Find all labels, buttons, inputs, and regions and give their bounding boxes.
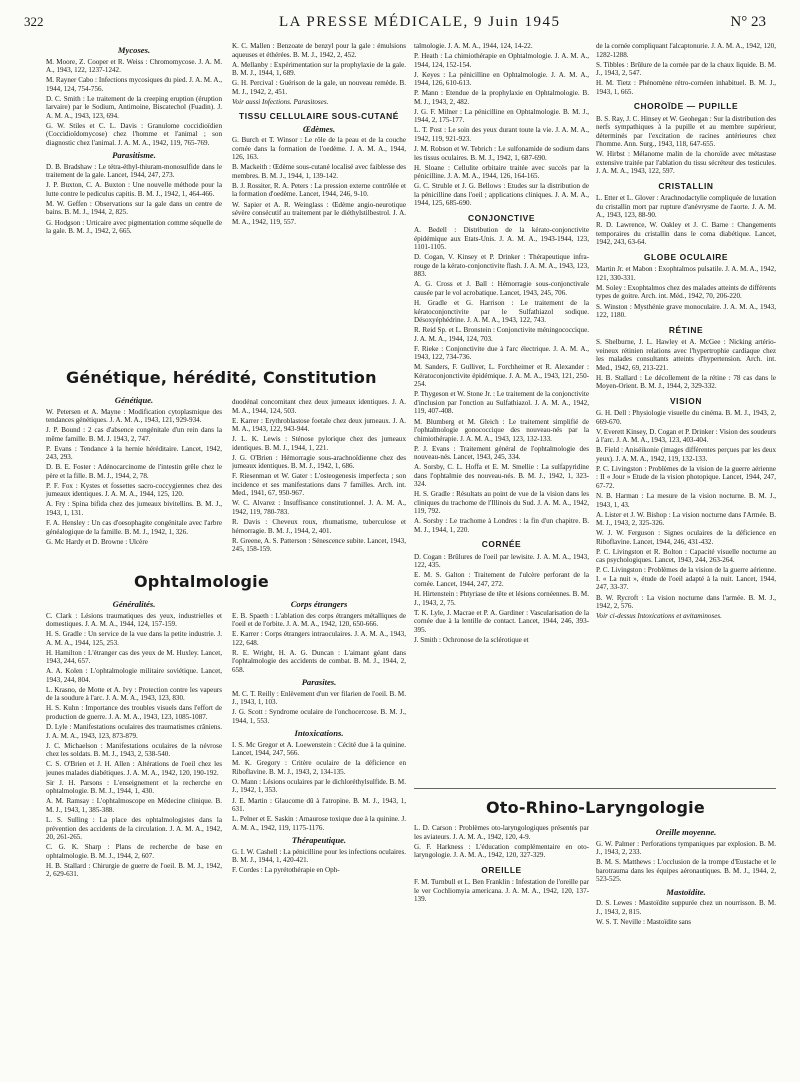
reference-entry: D. Cogan : Brûlures de l'oeil par lewisite. J. A. M. A., 1943, 122, 435. [414,552,589,570]
reference-entry: E. B. Spaeth : L'ablation des corps étrangers métalliques de l'oeil et de l'orbite. J. A. M. A., 1942, 120, 650-666. [232,611,406,628]
reference-entry: P. C. Livingston : Problèmes de la vision de la guerre aérienne. I. « La nuit », étude de l'oeil adapté à la nuit. Lancet, 1944, 247, 33-37. [596,566,776,592]
subheading-parasites: Parasites. [301,677,337,688]
see-also: Voir ci-dessus Intoxications et avitaminoses. [596,612,722,621]
ref-list [232,42,406,96]
reference-entry: P. Thygeson et W. Stone Jr. : Le traitement de la conjonctivite d'inclusion par l'onction au Sulfathiazol. J. A. M. A., 1942, 119, 407-408. [414,390,589,416]
reference-entry: E. M. S. Galton : Traitement de l'ulcère perforant de la cornée. Lancet, 1944, 247, 272. [414,571,589,588]
reference-entry: C. Clark : Lésions traumatiques des yeux, industrielles et domestiques. J. A. M. A., 1944, 124, 157-159. [46,611,222,628]
reference-entry: H. S. Kuhn : Importance des troubles visuels dans l'effort de production de guerre. J. A. M. A., 1943, 123, 1085-1087. [46,704,222,721]
section-vision: VISION [670,395,702,406]
genetics-column-1 [46,392,222,560]
reference-entry: R. Reid Sp. et L. Bronstein : Conjonctivite méningococcique. J. A. M. A., 1944, 124, 703. [414,326,589,343]
section-cristallin: CRISTALLIN [658,180,714,191]
ref-list [596,115,776,176]
reference-entry: A. Bedell : Distribution de la kérato-conjonctivite épidémique aux Etats-Unis. J. A. M. A., 1943-1944, 123, 1101-1105. [414,226,589,252]
subheading-therapeutique: Thérapeutique. [291,835,347,846]
ref-list [46,408,222,547]
reference-entry: M. Blumberg et M. Gleich : Le traitement simplifié de l'ophtalmologie gonococcique des nouveau-nés par la chimiothérapie. J. A. M. A., 1943, 123, 132-133. [414,417,589,443]
reference-entry: F. M. Turnbull et L. Ben Franklin : Infestation de l'oreille par le ver Cochliomyia americana. J. A. M. A., 1942, 120, 137-139. [414,878,589,904]
reference-entry: A. A. Kolen : L'ophtalmologie militaire soviétique. Lancet, 1943, 244, 804. [46,667,222,684]
ref-list [596,265,776,319]
ref-list [46,612,222,879]
reference-entry: A. M. Ramsay : L'ophtalmoscope en Médecine clinique. B. M. J., 1943, 1, 385-388. [46,797,222,814]
reference-entry: B. J. Rossiter, R. A. Peters : La pression externe contrôlée et la formation d'oedème. Lancet, 1944, 246, 9-10. [232,181,406,199]
reference-entry: S. Tibbles : Brûlure de la cornée par de la chaux liquide. B. M. J., 1943, 2, 547. [596,60,776,78]
reference-entry: G. Burch et T. Winsor : Le rôle de la peau et de la couche cornée dans la formation de l'oedème. J. A. M. A., 1944, 126, 163. [232,136,406,162]
reference-entry: F. A. Hensley : Un cas d'oesophagite congénitale avec l'arbre généalogique de la famille. B. M. J., 1942, 1, 326. [46,519,222,536]
reference-entry: J. P. Buxton, C. A. Buxton : Une nouvelle méthode pour la lutte contre le pediculus capitis. B. M. J., 1942, 1, 464-466. [46,181,222,198]
reference-entry: P. Evans : Tendance à la hernie héréditaire. Lancet, 1942, 243, 293. [46,444,222,462]
reference-entry: B. W. Rycroft : La vision nocturne dans l'armée. B. M. J., 1942, 2, 576. [596,593,776,610]
reference-entry: H. Gradle et G. Harrison : Le traitement de la kératoconjonctivite par le Sulfathiazol sodique. Désoxyéphédrine. J. A. M. A., 1943, 122, 743. [414,299,589,325]
ref-list [414,824,589,860]
reference-entry: F. Riesenman et W. Gater : L'osteogenesis imperfecta ; son incidence et ses manifestations dans 7 familles. Arch. int. Med., 1941, 67, 950-967. [232,472,406,498]
reference-entry: duodénal concomitant chez deux jumeaux identiques. J. A. M. A., 1944, 124, 503. [232,398,406,415]
section-tissu-cellulaire: TISSU CELLULAIRE SOUS-CUTANÉ [239,111,399,122]
subheading-genetique: Génétique. [114,395,154,405]
ref-list [596,899,776,926]
reference-entry: J. L. K. Lewis : Sténose pylorique chez des jumeaux identiques. B. M. J., 1944, 1, 221. [232,435,406,452]
reference-entry: L. S. Sulling : La place des ophtalmologistes dans la prévention des accidents de la circulation. J. A. M. A., 1942, 20, 261-265. [46,816,222,842]
reference-entry: H. Hirtenstein : Phtyriase de tête et lésions cornéennes. B. M. J., 1943, 2, 75. [414,590,589,607]
reference-entry: P. C. Livingston et R. Bolton : Capacité visuelle nocturne au cas psychologiques. Lancet, 1943, 244, 263-264. [596,547,776,565]
ref-list [596,840,776,884]
reference-entry: L. T. Post : Le soin des yeux durant toute la vie. J. A. M. A., 1942, 119, 921-923. [414,126,589,143]
section-globe: GLOBE OCULAIRE [643,251,729,262]
column-4 [596,42,776,782]
ref-list [232,136,406,226]
reference-entry: G. H. Dell : Physiologie visuelle du cinéma. B. M. J., 1943, 2, 669-670. [596,409,776,426]
reference-entry: A. Lister et J. W. Bishop : La vision nocturne dans l'Armée. B. M. J., 1943, 2, 325-326. [596,510,776,528]
subheading-parasitisme: Parasitisme. [112,150,156,161]
reference-entry: T. K. Lyle, J. Macrae et P. A. Gardiner : Vascularisation de la cornée due à la lentille de contact. Lancet, 1944, 246, 393-395. [414,608,589,634]
reference-entry: O. Mann : Lésions oculaires par le dichloréthylsulfide. B. M. J., 1942, 1, 353. [232,777,406,795]
page-number: 322 [24,14,44,29]
reference-entry: S. Shelburne, J. L. Hawley et A. McGee : Nicking artério-veineux rétinien relations avec l'hypertrophie cardiaque chez les malades consultants atteints d'hypertension. Arch. int. Med., 1942, 69, 213-221. [596,338,776,372]
reference-entry: J. Smith : Ochronose de la sclérotique et [414,635,529,644]
ref-list [46,58,222,148]
subheading-intoxications: Intoxications. [294,728,344,739]
reference-entry: B. S. Ray, J. C. Hinsey et W. Geohegan : Sur la distribution des nerfs sympathiques à la pupille et au membre supérieur, déterminés par l'excitation de racines antérieures chez l'homme. Ann. Surg., 1943, 118, 647-655. [596,114,776,149]
reference-entry: E. Karrer : Erythroblastose foetale chez deux jumeaux. J. A. M. A., 1943, 122, 943-944. [232,416,406,434]
reference-entry: B. Field : Aniséikonie (images différentes perçues par les deux yeux). J. A. M. A., 1942, 119, 132-133. [596,446,776,463]
reference-entry: H. B. Stallard : Le décollement de la rétine : 78 cas dans le Moyen-Orient. B. M. J., 1944, 2, 329-332. [596,373,776,391]
reference-entry: G. H. Percival : Guérison de la gale, un nouveau remède. B. M. J., 1942, 2, 451. [232,79,406,96]
ref-list [596,338,776,391]
ref-list [232,612,406,675]
ophtalmo-column-2 [232,596,406,1076]
reference-entry: L. Krasno, de Motte et A. Ivy : Protection contre les vapeurs de la soudure à l'arc. J. A. M. A., 1943, 123, 830. [46,685,222,703]
reference-entry: F. Cordes : La pyrétothérapie en Oph- [232,866,340,875]
reference-entry: G. C. Struble et J. G. Bellows : Etudes sur la distribution de la pénicilline dans l'oeil ; applications cliniques. J. A. M. A., 1944, 125, 685-690. [414,182,589,208]
reference-entry: M. Sanders, F. Gulliver, L. Forchheimer et R. Alexander : Kératoconjonctivite épidémique. J. A. M. A., 1943, 121, 250-254. [414,363,589,389]
column-2-top [232,42,406,360]
reference-entry: D. B. E. Foster : Adénocarcinome de l'intestin grêle chez le père et la fille. B. M. J., 1944, 2, 78. [46,463,222,480]
reference-entry: de la cornée compliquant l'alcaptonurie. J. A. M. A., 1942, 120, 1282-1288. [596,42,776,59]
reference-entry: A. Mellanby : Expérimentation sur la prophylaxie de la gale. B. M. J., 1944, 1, 689. [232,60,406,78]
ref-list [232,848,406,875]
reference-entry: G. I. W. Cashell : La pénicilline pour les infections oculaires. B. M. J., 1944, 1, 420-421. [232,847,406,865]
reference-entry: D. Cogan, V. Kinsey et P. Drinker : Thérapeutique infra-rouge de la kérato-conjonctivite flash. J. A. M. A., 1943, 123, 883. [414,253,589,279]
ref-list [232,741,406,832]
section-title-orl: Oto-Rhino-Laryngologie [486,798,705,817]
reference-entry: G. W. Stiles et C. L. Davis : Granulome coccidioïdien (Coccidioïdomycose) chez l'homme et l'animal ; son diagnostic chez l'animal. J. A. M. A., 1942, 119, 765-769. [46,121,222,147]
reference-entry: J. P. Bound : 2 cas d'absence congénitale d'un rein dans la même famille. B. M. J. 1943, 2, 747. [46,426,222,443]
reference-entry: M. Soley : Exophtalmos chez des malades atteints de différents types de goitre. Arch. int. Méd., 1942, 70, 206-220. [596,283,776,301]
section-retine: RÉTINE [668,324,704,335]
reference-entry: K. C. Mallen : Benzoate de benzyl pour la gale : émulsions aqueuses et éthérées. B. M. J., 1942, 2, 452. [232,42,406,59]
reference-entry: E. Karrer : Corps étrangers intraoculaires. J. A. M. A., 1943, 122, 648. [232,630,406,647]
reference-entry: D. B. Bradshaw : Le tétra-éthyl-thiuram-monosulfide dans le traitement de la gale. Lancet, 1944, 247, 273. [46,162,222,180]
reference-entry: M. Rayner Cabo : Infections mycosiques du pied. J. A. M. A., 1944, 124, 754-756. [46,76,222,93]
reference-entry: J. M. Robson et W. Tebrich : Le sulfonamide de sodium dans les tissus oculaires. B. M. J., 1942, 1, 687-690. [414,145,589,162]
ref-list [596,42,776,96]
reference-entry: B. Mackeith : Œdème sous-cutané localisé avec faiblesse des membres. B. M. J., 1944, 1, 139-142. [232,163,406,180]
ref-list [596,409,776,610]
subheading-oreille-moyenne: Oreille moyenne. [655,827,717,837]
reference-entry: J. E. Martin : Glaucome dû à l'atropine. B. M. J., 1943, 1, 631. [232,796,406,814]
ref-list [596,194,776,247]
reference-entry: W. S. T. Neville : Mastoïdite sans [596,917,692,926]
reference-entry: W. Petersen et A. Mayne : Modification cytoplasmique des tendances génétiques. J. A. M. A., 1943, 121, 929-934. [46,407,222,424]
reference-entry: C. G. K. Sharp : Plans de recherche de base en ophtalmologie. B. M. J., 1944, 2, 607. [46,843,222,860]
reference-entry: G. Hodgson : Urticaire avec pigmentation comme séquelle de la gale. B. M. J., 1942, 2, 665. [46,218,222,236]
reference-entry: H. Hamilton : L'étranger cas des yeux de M. Huxley. Lancet, 1943, 244, 657. [46,648,222,666]
reference-entry: J. G. F. Milner : La pénicilline en Ophtalmologie. B. M. J., 1944, 2, 175-177. [414,107,589,125]
section-oreille: OREILLE [481,864,522,875]
reference-entry: A. Fry : Spina bifida chez des jumeaux bivitellins. B. M. J., 1943, 1, 131. [46,500,222,517]
reference-entry: P. F. Fox : Kystes et fossettes sacro-coccygiennes chez des jumeaux identiques. J. A. M. A., 1944, 125, 120. [46,481,222,499]
reference-entry: M. Moore, Z. Cooper et R. Weiss : Chromomycose. J. A. M. A., 1943, 122, 1237-1242. [46,57,222,74]
ref-list [414,553,589,644]
reference-entry: H. Sloane : Cellulite orbitaire traitée avec succès par la pénicilline. J. A. M. A., 1944, 126, 164-165. [414,163,589,181]
section-title-ophtalmologie: Ophtalmologie [134,572,269,591]
reference-entry: W. Hirbst : Mélanome malin de la choroïde avec métastase extensive traitée par l'ablation du tissu sécréteur des testicules. J. A. M. A., 1943, 122, 597. [596,150,776,176]
reference-entry: M. C. T. Reilly : Enlèvement d'un ver filarien de l'oeil. B. M. J., 1943, 1, 103. [232,689,406,707]
reference-entry: S. Winston : Mysthénie grave monoculaire. J. A. M. A., 1943, 122, 1180. [596,302,776,320]
subheading-mastoidite: Mastoïdite. [666,886,706,897]
column-1-top [46,42,222,360]
reference-entry: P. Mann : Etendue de la prophylaxie en Ophtalmologie. B. M. J., 1943, 2, 482. [414,89,589,106]
reference-entry: M. W. Geffen : Observations sur la gale dans un centre de bains. B. M. J., 1944, 2, 825. [46,199,222,217]
reference-entry: H. B. Stallard : Chirurgie de guerre de l'oeil. B. M. J., 1942, 2, 629-631. [46,861,222,879]
ref-list [232,398,406,554]
reference-entry: W. C. Alvarez : Insuffisance constitutionnel. J. A. M. A., 1942, 119, 780-783. [232,499,406,516]
reference-entry: Sir J. H. Parsons : L'enseignement et la recherche en ophtalmologie. B. M. J., 1944, 1, 430. [46,778,222,796]
reference-entry: A. G. Cross et J. Ball : Hémorragie sous-conjonctivale causée par le vol acrobatique. Lancet, 1943, 245, 706. [414,280,589,297]
reference-entry: W. Sapier et A. R. Weinglass : Œdème angio-neurotique sévère consécutif au traitement par le diéthylstilbestrol. J. A. M. A., 1942, 119, 557. [232,200,406,226]
reference-entry: D. S. Lewes : Mastoïdite suppurée chez un nourrisson. B. M. J., 1943, 2, 815. [596,899,776,916]
issue-number: N° 23 [730,14,766,30]
reference-entry: L. D. Carson : Problèmes oto-laryngologiques présentés par les aviateurs. J. A. M. A., 1942, 120, 4-9. [414,824,589,841]
reference-entry: B. M. S. Matthews : L'occlusion de la trompe d'Eustache et le barotrauma dans les équipes aéronautiques. B. M. J., 1944, 2, 523-525. [596,858,776,884]
reference-entry: R. D. Lawrence, W. Oakley et J. C. Barne : Changements temporaires du cristallin dans le coma diabétique. Lancet, 1942, 243, 63-64. [596,221,776,247]
ophtalmo-column-1 [46,596,222,1076]
reference-entry: L. Etter et L. Glover : Arachnodactylie compliquée de luxation du cristallin mort par rupture d'anévrysme de l'aorte. J. A. M. A., 1943, 123, 88-90. [596,194,776,220]
subheading-corps-etrangers: Corps étrangers [290,599,348,609]
reference-entry: J. G. Scott : Syndrome oculaire de l'onchocercose. B. M. J., 1944, 1, 553. [232,708,406,725]
section-title-genetique: Génétique, hérédité, Constitution [66,368,377,387]
reference-entry: V. Everett Kinsey, D. Cogan et P. Drinker : Vision des soudeurs à l'arc. J. A. M. A., 1943, 123, 403-404. [596,427,776,445]
reference-entry: J. Keyes : La pénicilline en Ophtalmologie. J. A. M. A., 1944, 126, 610-613. [414,70,589,88]
reference-entry: F. Rieke : Conjonctivite due à l'arc électrique. J. A. M. A., 1943, 122, 734-736. [414,344,589,362]
reference-entry: D. Lyle : Manifestations oculaires des traumatismes crâniens. J. A. M. A., 1943, 123, 873-879. [46,723,222,740]
reference-entry: D. C. Smith : Le traitement de la creeping eruption (éruption larvaire) par le Sodium, Antimoine, Biscatechol (Fuadin). J. A. M. A., 1943, 123, 694. [46,94,222,120]
reference-entry: P. Heath : La chimiothérapie en Ophtalmologie. J. A. M. A., 1944, 124, 152-154. [414,52,589,69]
section-conjonctive: CONJONCTIVE [467,212,536,223]
orl-column-2 [596,824,776,1074]
reference-entry: R. E. Wright, H. A. G. Duncan : L'aimant géant dans l'ophtalmologie des accidents de combat. B. M. J., 1944, 2, 658. [232,648,406,674]
reference-entry: W. J. W. Ferguson : Signes oculaires de la déficience en Riboflavine. Lancet, 1944, 246, 431-432. [596,529,776,546]
section-divider [414,788,776,789]
reference-entry: N. B. Harman : La mesure de la vision nocturne. B. M. J., 1943, 1, 43. [596,492,776,509]
journal-title: LA PRESSE MÉDICALE, 9 Juin 1945 [279,14,561,30]
reference-entry: P. C. Livingston : Problèmes de la vision de la guerre aérienne : II « Jour » Etude de la vision photopique. Lancet, 1944, 247, 67-72. [596,464,776,490]
reference-entry: talmologie. J. A. M. A., 1944, 124, 14-22. [414,42,533,50]
reference-entry: H. S. Gradle : Un service de la vue dans la petite industrie. J. A. M. A., 1944, 125, 253. [46,630,222,647]
reference-entry: J. G. O'Brien : Hémorragie sous-arachnoïdienne chez des jumeaux identiques. B. M. J., 1942, 1, 686. [232,453,406,471]
ref-list [232,690,406,726]
ref-list [414,42,589,208]
reference-entry: L. Pelner et E. Saskin : Amaurose toxique due à la quinine. J. A. M. A., 1942, 119, 1175-1176. [232,815,406,832]
reference-entry: P. J. Evans : Traitement général de l'ophtalmologie des nouveau-nés. Lancet, 1943, 245, 334. [414,444,589,462]
reference-entry: R. Greene, A. S. Patterson : Sénescence subite. Lancet, 1943, 245, 158-159. [232,536,406,554]
ref-list [414,878,589,904]
ref-list [46,163,222,236]
reference-entry: Martin Jr. et Mabon : Exophtalmos pulsatile. J. A. M. A., 1942, 121, 330-331. [596,265,776,282]
reference-entry: G. F. Harkness : L'éducation complémentaire en oto-laryngologie. J. A. M. A., 1942, 120, 327-329. [414,842,589,860]
reference-entry: J. C. Michaelson : Manifestations oculaires de la névrose chez les soldats. B. M. J., 1943, 2, 538-540. [46,741,222,759]
genetics-column-2 [232,398,406,560]
reference-entry: C. S. O'Brien et J. H. Allen : Altérations de l'oeil chez les jeunes malades diabétiques. J. A. M. A., 1942, 120, 190-192. [46,760,222,777]
reference-entry: H. S. Gradle : Résultats au point de vue de la vision dans les cliniques du trachome de l'Illinois du Sud. J. A. M. A., 1942, 119, 792. [414,490,589,516]
subheading-generalites: Généralités. [112,599,156,609]
reference-entry: G. Mc Hardy et D. Browne : Ulcère [46,537,148,546]
reference-entry: I. S. Mc Gregor et A. Loewenstein : Cécité due à la quinine. Lancet, 1944, 247, 566. [232,740,406,758]
subheading-mycoses: Mycoses. [117,45,151,55]
reference-entry: H. M. Tietz : Phénomène rétro-cornéen inhabituel. B. M. J., 1943, 1, 665. [596,79,776,96]
reference-entry: M. K. Gregory : Critère oculaire de la déficience en Riboflavine. B. M. J., 1943, 2, 134-135. [232,759,406,776]
section-cornee: CORNÉE [481,539,522,550]
subheading-oedemes: Œdèmes. [302,123,336,134]
page-header [24,14,766,36]
orl-column-1 [414,824,589,1074]
reference-entry: A. Sorsby, C. L. Hoffa et E. M. Smellie : La sulfapyridine dans l'ophtalmie des nouveau-nés. B. M. J., 1942, 1, 323-324. [414,463,589,489]
reference-entry: A. Sorsby : Le trachome à Londres : la fin d'un chapitre. B. M. J., 1944, 1, 220. [414,517,589,534]
reference-entry: R. Davis : Cheveux roux, rhumatisme, tuberculose et hémorragie. B. M. J., 1944, 2, 401. [232,518,406,535]
section-choroide: CHOROÏDE — PUPILLE [633,101,739,112]
ref-list [414,226,589,534]
see-also: Voir aussi Infections. Parasitoses. [232,97,329,106]
reference-entry: G. W. Palmer : Perforations tympaniques par explosion. B. M. J., 1943, 2, 233. [596,839,776,856]
